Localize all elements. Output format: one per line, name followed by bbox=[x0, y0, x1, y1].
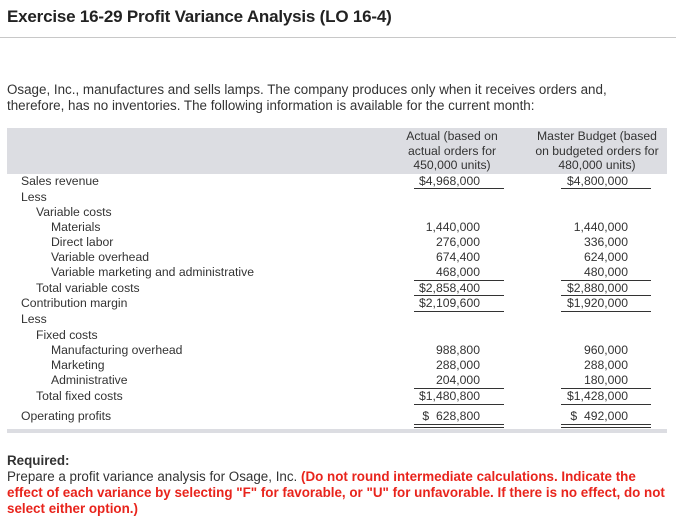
table-row bbox=[7, 358, 667, 373]
intro-line-1: Osage, Inc., manufactures and sells lamps. The company produces only when it receives orders and, bbox=[7, 82, 607, 97]
underline bbox=[561, 188, 651, 189]
underline bbox=[414, 404, 504, 405]
table-row bbox=[7, 205, 667, 220]
intro-paragraph bbox=[7, 82, 667, 114]
table-row bbox=[7, 281, 667, 296]
row-label: Contribution margin bbox=[21, 296, 128, 310]
row-label: Variable costs bbox=[36, 205, 112, 219]
actual-value: $ 628,800 bbox=[422, 409, 480, 423]
table-row bbox=[7, 296, 667, 311]
table-row bbox=[7, 265, 667, 280]
underline bbox=[561, 404, 651, 405]
actual-value: 1,440,000 bbox=[425, 220, 480, 234]
underline bbox=[414, 188, 504, 189]
double-underline bbox=[561, 424, 651, 428]
column-header-master-line: on budgeted orders for bbox=[535, 143, 659, 158]
row-label: Fixed costs bbox=[36, 328, 98, 342]
row-label: Operating profits bbox=[21, 409, 112, 423]
master-value: 960,000 bbox=[583, 343, 628, 357]
actual-value: 468,000 bbox=[435, 265, 480, 279]
row-label: Variable marketing and administrative bbox=[51, 265, 254, 279]
master-value: $2,880,000 bbox=[567, 281, 628, 295]
actual-value: 204,000 bbox=[435, 373, 480, 387]
master-value: 288,000 bbox=[583, 358, 628, 372]
table-row bbox=[7, 190, 667, 205]
underline bbox=[561, 388, 651, 389]
table-row bbox=[7, 250, 667, 265]
master-value: 336,000 bbox=[583, 235, 628, 249]
actual-value: 276,000 bbox=[435, 235, 480, 249]
table-row bbox=[7, 343, 667, 358]
page-title: Exercise 16-29 Profit Variance Analysis (LO 16-4) bbox=[7, 7, 392, 26]
underline bbox=[561, 311, 651, 312]
column-header-master-line: 480,000 units) bbox=[558, 158, 636, 172]
master-value: $4,800,000 bbox=[567, 174, 628, 188]
required-instruction: (Do not round intermediate calculations. Indicate the effect of each variance by selecting "F" for favorable, or "U" for unfavorable. If there is no effect, do not select either option.) bbox=[7, 469, 665, 516]
master-value: 1,440,000 bbox=[573, 220, 628, 234]
master-value: $ 492,000 bbox=[570, 409, 628, 423]
intro-line-2: therefore, has no inventories. The following information is available for the current month: bbox=[7, 98, 535, 113]
row-label: Total variable costs bbox=[36, 281, 140, 295]
master-value: 180,000 bbox=[583, 373, 628, 387]
underline bbox=[414, 388, 504, 389]
table-row bbox=[7, 389, 667, 404]
actual-value: $2,858,400 bbox=[419, 281, 480, 295]
underline bbox=[561, 280, 651, 281]
table-row bbox=[7, 409, 667, 424]
actual-value: $1,480,800 bbox=[419, 389, 480, 403]
table-row bbox=[7, 174, 667, 189]
underline bbox=[414, 280, 504, 281]
row-label: Less bbox=[21, 190, 47, 204]
master-value: 624,000 bbox=[583, 250, 628, 264]
table-row bbox=[7, 328, 667, 343]
row-label: Direct labor bbox=[51, 235, 114, 249]
required-text: Prepare a profit variance analysis for Osage, Inc. bbox=[7, 469, 301, 484]
row-label: Materials bbox=[51, 220, 101, 234]
actual-value: $2,109,600 bbox=[419, 296, 480, 310]
underline bbox=[561, 295, 651, 296]
row-label: Variable overhead bbox=[51, 250, 150, 264]
required-heading: Required: bbox=[7, 453, 70, 468]
master-value: $1,920,000 bbox=[567, 296, 628, 310]
double-underline bbox=[414, 424, 504, 428]
column-header-actual bbox=[397, 129, 507, 173]
underline bbox=[414, 295, 504, 296]
table-row bbox=[7, 312, 667, 327]
master-value: $1,428,000 bbox=[567, 389, 628, 403]
column-header-master-line: Master Budget (based bbox=[537, 129, 657, 143]
row-label: Marketing bbox=[51, 358, 105, 372]
column-header-actual-line: 450,000 units) bbox=[413, 158, 491, 172]
row-label: Less bbox=[21, 312, 47, 326]
row-label: Sales revenue bbox=[21, 174, 99, 188]
table-row bbox=[7, 373, 667, 388]
row-label: Administrative bbox=[51, 373, 128, 387]
data-table bbox=[7, 128, 668, 433]
actual-value: $4,968,000 bbox=[419, 174, 480, 188]
row-label: Total fixed costs bbox=[36, 389, 123, 403]
title-divider bbox=[0, 37, 676, 38]
underline bbox=[414, 311, 504, 312]
required-section bbox=[7, 453, 672, 517]
column-header-actual-line: Actual (based on bbox=[406, 129, 498, 143]
master-value: 480,000 bbox=[583, 265, 628, 279]
column-header-actual-line: actual orders for bbox=[407, 143, 497, 158]
column-header-master bbox=[527, 129, 667, 173]
table-row bbox=[7, 235, 667, 250]
actual-value: 674,400 bbox=[435, 250, 480, 264]
row-label: Manufacturing overhead bbox=[51, 343, 183, 357]
table-row bbox=[7, 220, 667, 235]
table-footer-band bbox=[7, 429, 667, 433]
actual-value: 288,000 bbox=[435, 358, 480, 372]
actual-value: 988,800 bbox=[435, 343, 480, 357]
